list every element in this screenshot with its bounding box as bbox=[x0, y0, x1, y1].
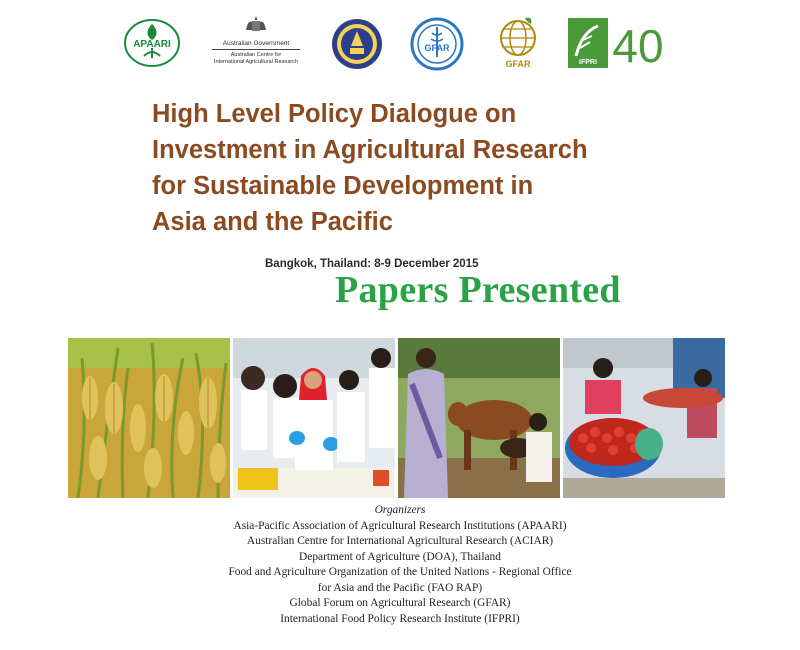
ausgov-line2b: International Agricultural Research bbox=[213, 59, 299, 65]
gfar-logo-text: GFAR bbox=[505, 59, 531, 69]
ausgov-line2a: Australian Centre for bbox=[230, 52, 282, 58]
ifpri-logo-text: IFPRI bbox=[579, 59, 597, 66]
organizer-item: International Food Policy Research Institute (IFPRI) bbox=[280, 612, 520, 625]
ifpri-40-number: 40 bbox=[612, 20, 664, 68]
logo-strip bbox=[0, 0, 800, 90]
event-dateline: Bangkok, Thailand: 8-9 December 2015 bbox=[265, 258, 479, 270]
title-line-4: Asia and the Pacific bbox=[152, 208, 393, 236]
australian-government-logo bbox=[208, 16, 304, 70]
fao-logo-icon bbox=[410, 17, 464, 71]
farmers-cattle-photo bbox=[398, 338, 560, 498]
ausgov-line1: Australian Government bbox=[222, 40, 290, 47]
apaari-logo bbox=[124, 18, 180, 68]
ifpri-logo-icon bbox=[568, 18, 668, 68]
fao-logo bbox=[410, 17, 464, 71]
apaari-logo-text: APAARI bbox=[133, 39, 171, 50]
ausgov-divider bbox=[212, 49, 300, 50]
organizer-item: for Asia and the Pacific (FAO RAP) bbox=[317, 581, 483, 594]
laboratory-photo bbox=[233, 338, 395, 498]
organizer-item: Department of Agriculture (DOA), Thailand bbox=[299, 550, 501, 563]
organizer-item: Global Forum on Agricultural Research (GFAR) bbox=[289, 597, 511, 609]
gfar-logo bbox=[495, 14, 541, 72]
apaari-logo-icon bbox=[124, 18, 180, 68]
organizer-item: Food and Agriculture Organization of the United Nations - Regional Office bbox=[228, 566, 572, 578]
coat-of-arms-icon bbox=[244, 16, 268, 36]
fao-logo-text: GFAR bbox=[424, 43, 450, 53]
ausgov-line2 bbox=[208, 52, 304, 66]
organizer-item: Asia-Pacific Association of Agricultural Research Institutions (APAARI) bbox=[233, 519, 567, 532]
title-line-2: Investment in Agricultural Research bbox=[152, 136, 588, 164]
title-line-1: High Level Policy Dialogue on bbox=[152, 100, 517, 128]
page-title bbox=[152, 96, 712, 240]
doa-seal-icon bbox=[331, 18, 383, 70]
rice-field-photo bbox=[68, 338, 230, 498]
organizer-item: Australian Centre for International Agricultural Research (ACIAR) bbox=[246, 535, 554, 547]
gfar-globe-icon bbox=[495, 14, 541, 58]
title-line-3: for Sustainable Development in bbox=[152, 172, 534, 200]
organizers-heading: Organizers bbox=[374, 504, 426, 516]
organizers-block bbox=[150, 503, 650, 627]
papers-presented-heading: Papers Presented bbox=[335, 269, 621, 311]
ifpri-40-logo bbox=[568, 18, 668, 68]
tomato-market-photo bbox=[563, 338, 725, 498]
doa-thailand-logo bbox=[331, 18, 383, 70]
